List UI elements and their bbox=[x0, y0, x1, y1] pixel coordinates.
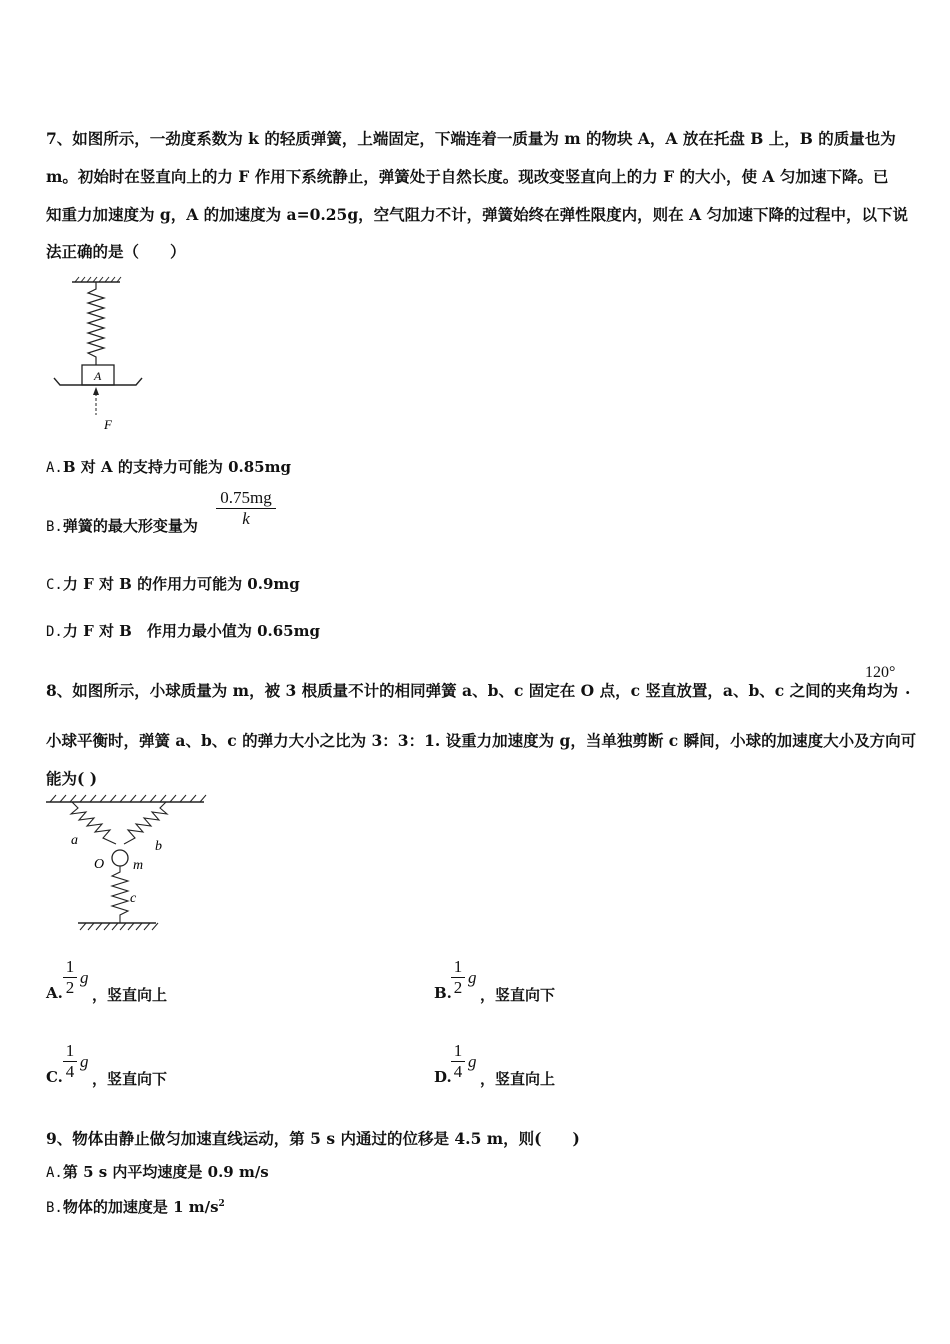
q8-option-d[interactable] bbox=[434, 1068, 452, 1086]
q8-stem-line-1-period: . bbox=[905, 679, 911, 698]
q8-option-b-fraction bbox=[451, 957, 465, 998]
fraction-numerator: 1 bbox=[453, 1041, 463, 1060]
q8-option-d-fraction bbox=[451, 1041, 465, 1082]
q8-option-c-g: g bbox=[80, 1052, 89, 1071]
q7-stem-line-3: 知重力加速度为 g，A 的加速度为 a=0.25g，空气阻力不计，弹簧始终在弹性限度内，则在 A 匀加速下降的过程中，以下说 bbox=[46, 205, 908, 224]
q7-option-b[interactable] bbox=[46, 515, 198, 536]
q7-stem-line-4: 法正确的是（ ） bbox=[46, 242, 186, 261]
option-text: 弹簧的最大形变量为 bbox=[62, 517, 198, 535]
option-letter: B. bbox=[46, 1200, 63, 1216]
q8-option-a-g: g bbox=[80, 968, 89, 987]
option-letter: A. bbox=[46, 460, 63, 476]
option-letter: B. bbox=[46, 519, 63, 535]
fraction-denominator: 2 bbox=[65, 978, 75, 997]
q8-stem-line-3: 能为( ) bbox=[46, 769, 98, 788]
q7-option-a[interactable] bbox=[46, 456, 291, 477]
option-text: 力 F 对 B 作用力最小值为 0.65mg bbox=[62, 622, 320, 640]
q9-option-b[interactable] bbox=[46, 1196, 225, 1217]
q7-option-d[interactable] bbox=[46, 620, 320, 641]
q8-option-d-text: ，竖直向上 bbox=[480, 1070, 556, 1088]
option-text: 物体的加速度是 1 m/s bbox=[62, 1198, 219, 1216]
q8-label-m: m bbox=[133, 858, 144, 873]
fraction-numerator: 1 bbox=[65, 957, 75, 976]
q8-option-a[interactable] bbox=[46, 984, 63, 1002]
q8-label-a: a bbox=[71, 833, 78, 848]
q8-option-a-text: ，竖直向上 bbox=[92, 986, 168, 1004]
q8-label-c: c bbox=[130, 891, 137, 906]
option-letter: C. bbox=[46, 1068, 63, 1086]
option-letter: A. bbox=[46, 1165, 63, 1181]
q7-option-b-fraction bbox=[216, 488, 276, 529]
fraction-denominator: 2 bbox=[453, 978, 463, 997]
q8-option-c-fraction bbox=[63, 1041, 77, 1082]
option-text: B 对 A 的支持力可能为 0.85mg bbox=[62, 458, 291, 476]
q9-stem-line-1: 9、物体由静止做匀加速直线运动，第 5 s 内通过的位移是 4.5 m，则( ) bbox=[46, 1129, 580, 1148]
fraction-denominator: k bbox=[242, 509, 250, 528]
q8-stem-line-1: 8、如图所示，小球质量为 m，被 3 根质量不计的相同弹簧 a、b、c 固定在 O 点，c 竖直放置，a、b、c 之间的夹角均为 bbox=[46, 681, 899, 700]
superscript-two: 2 bbox=[218, 1199, 225, 1209]
q8-stem-line-2: 小球平衡时，弹簧 a、b、c 的弹力大小之比为 3：3：1. 设重力加速度为 g，当单独剪断 c 瞬间，小球的加速度大小及方向可 bbox=[46, 731, 917, 750]
option-letter: A. bbox=[46, 984, 63, 1002]
q8-option-c[interactable] bbox=[46, 1068, 63, 1086]
q7-force-label: F bbox=[104, 417, 112, 432]
option-letter: B. bbox=[434, 984, 452, 1002]
option-letter: D. bbox=[434, 1068, 452, 1086]
q7-stem-line-2: m。初始时在竖直向上的力 F 作用下系统静止，弹簧处于自然长度。现改变竖直向上的力 F 的大小，使 A 匀加速下降。已 bbox=[46, 167, 889, 186]
q8-spring-figure bbox=[44, 792, 214, 932]
q8-option-c-text: ，竖直向下 bbox=[92, 1070, 168, 1088]
q8-angle: 120° bbox=[865, 664, 896, 681]
fraction-denominator: 4 bbox=[453, 1062, 463, 1081]
q7-block-label: A bbox=[94, 369, 102, 383]
option-letter: D. bbox=[46, 624, 63, 640]
fraction-numerator: 1 bbox=[65, 1041, 75, 1060]
q8-option-d-g: g bbox=[468, 1052, 477, 1071]
q7-stem-line-1: 7、如图所示，一劲度系数为 k 的轻质弹簧，上端固定，下端连着一质量为 m 的物块 A，A 放在托盘 B 上，B 的质量也为 bbox=[46, 129, 896, 148]
q9-option-a[interactable] bbox=[46, 1161, 269, 1182]
q7-spring-figure bbox=[50, 275, 150, 435]
q8-option-a-fraction bbox=[63, 957, 77, 998]
option-letter: C. bbox=[46, 577, 63, 593]
q8-label-o: O bbox=[94, 857, 105, 872]
fraction-denominator: 4 bbox=[65, 1062, 75, 1081]
q8-option-b[interactable] bbox=[434, 984, 452, 1002]
q8-option-b-text: ，竖直向下 bbox=[480, 986, 556, 1004]
fraction-numerator: 0.75mg bbox=[220, 488, 272, 507]
option-text: 第 5 s 内平均速度是 0.9 m/s bbox=[62, 1163, 269, 1181]
q8-option-b-g: g bbox=[468, 968, 477, 987]
q7-option-c[interactable] bbox=[46, 573, 300, 594]
fraction-numerator: 1 bbox=[453, 957, 463, 976]
q8-label-b: b bbox=[155, 839, 162, 854]
option-text: 力 F 对 B 的作用力可能为 0.9mg bbox=[62, 575, 300, 593]
